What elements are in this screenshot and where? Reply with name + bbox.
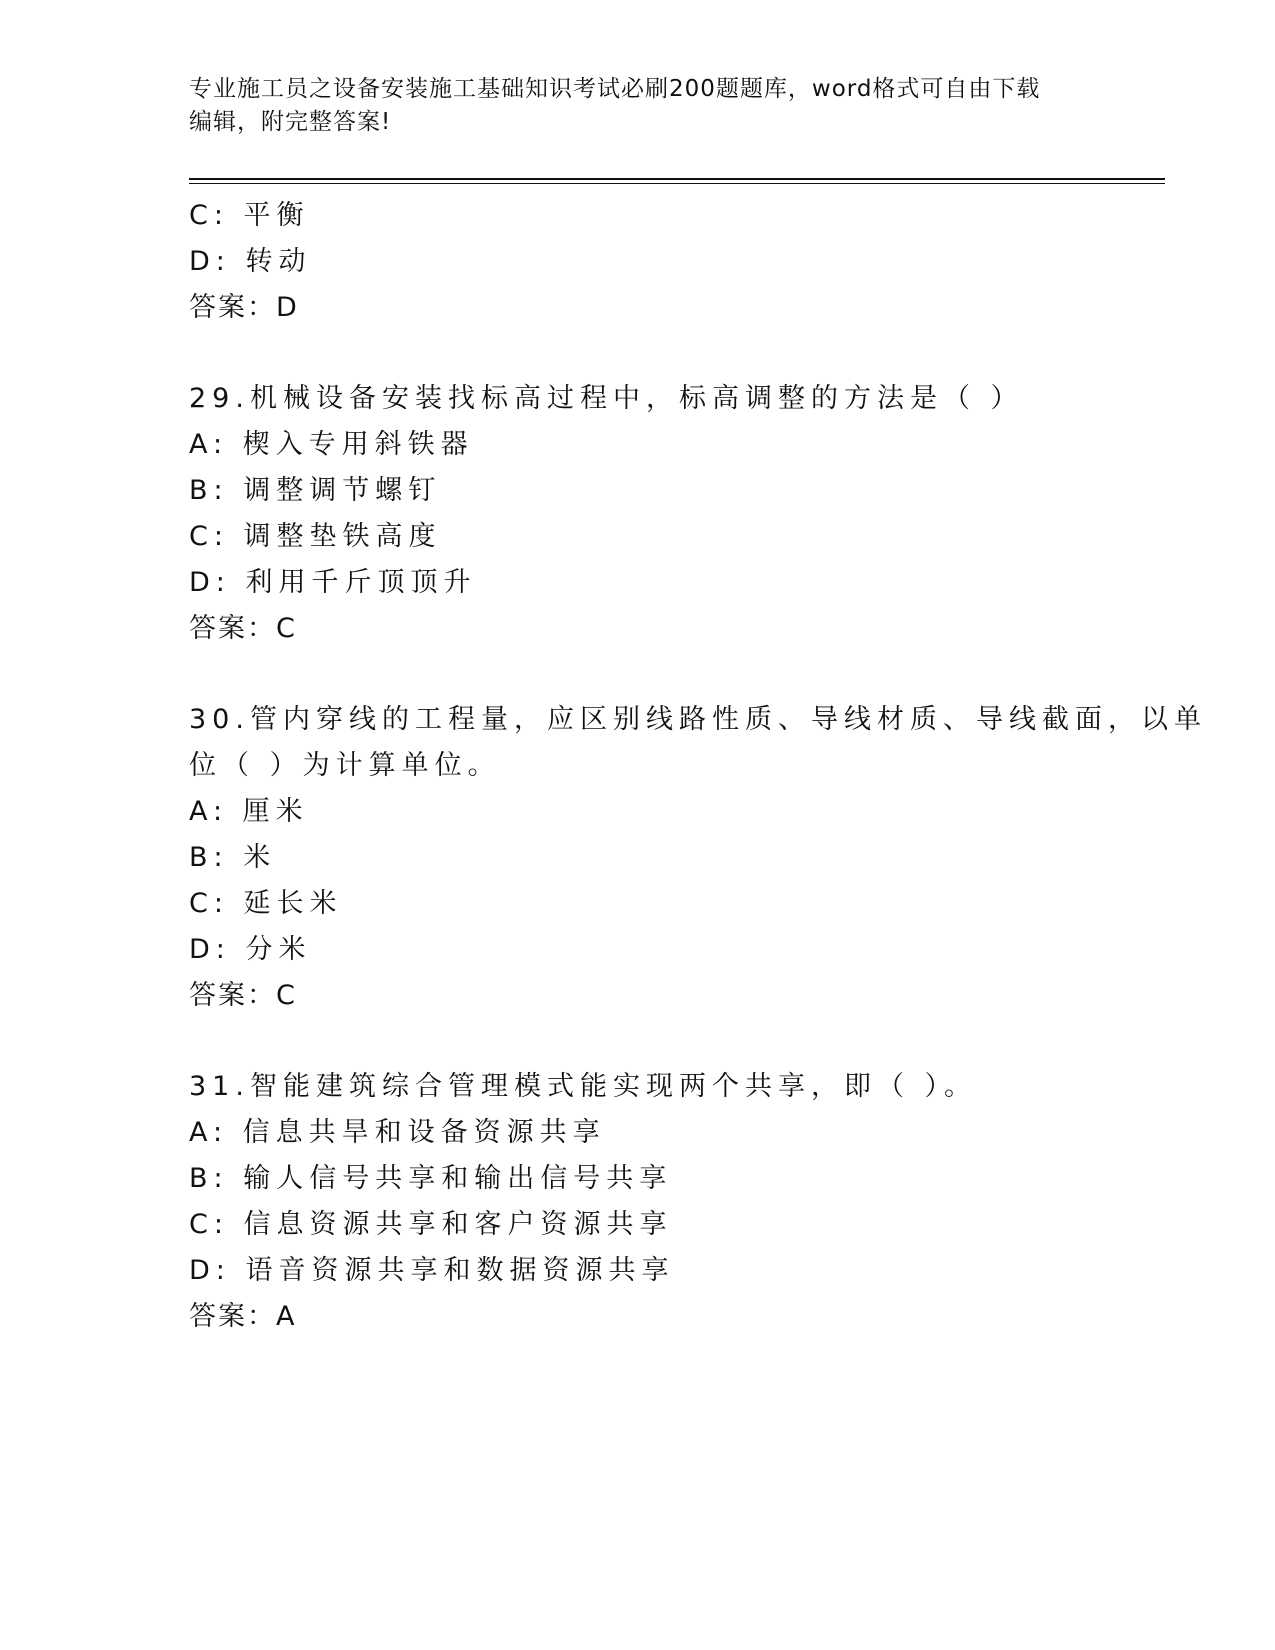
spacer (189, 1019, 1129, 1064)
option-d: D: 语音资源共享和数据资源共享 (189, 1255, 675, 1286)
header-title-line-1: 专业施工员之设备安装施工基础知识考试必刷200题题库，word格式可自由下载 (189, 76, 1041, 102)
question-stem: 29.机械设备安装找标高过程中，标高调整的方法是（ ） (189, 383, 1024, 414)
header-rule-thin (189, 183, 1165, 184)
answer-line: 答案：A (189, 1301, 297, 1332)
option-c: C: 信息资源共享和客户资源共享 (189, 1209, 673, 1240)
option-c: C: 调整垫铁高度 (189, 521, 442, 552)
question-28-continuation (189, 193, 1129, 331)
option-a: A: 楔入专用斜铁器 (189, 429, 474, 460)
option-d: D: 利用千斤顶顶升 (189, 567, 477, 598)
option-c: C: 平衡 (189, 200, 310, 231)
question-29 (189, 376, 1129, 652)
answer-line: 答案：C (189, 613, 297, 644)
question-stem-line-2: 位（ ）为计算单位。 (189, 750, 501, 781)
header-rule-thick (189, 178, 1165, 180)
header-title-line-2: 编辑，附完整答案! (189, 109, 392, 135)
answer-line: 答案：D (189, 292, 299, 323)
spacer (189, 331, 1129, 376)
option-a: A: 厘米 (189, 796, 309, 827)
option-d: D: 分米 (189, 934, 312, 965)
option-c: C: 延长米 (189, 888, 343, 919)
option-a: A: 信息共旱和设备资源共享 (189, 1117, 606, 1148)
spacer (189, 652, 1129, 697)
question-30 (189, 697, 1207, 1019)
question-list (189, 193, 1207, 1340)
answer-line: 答案：C (189, 980, 297, 1011)
question-stem: 31.智能建筑综合管理模式能实现两个共享，即（ ）。 (189, 1071, 978, 1102)
option-d: D: 转动 (189, 246, 312, 277)
option-b: B: 输人信号共享和输出信号共享 (189, 1163, 673, 1194)
question-stem-line-1: 30.管内穿线的工程量，应区别线路性质、导线材质、导线截面，以单 (189, 704, 1207, 735)
question-31 (189, 1064, 1129, 1340)
option-b: B: 米 (189, 842, 277, 873)
document-header (189, 73, 1089, 139)
option-b: B: 调整调节螺钉 (189, 475, 442, 506)
